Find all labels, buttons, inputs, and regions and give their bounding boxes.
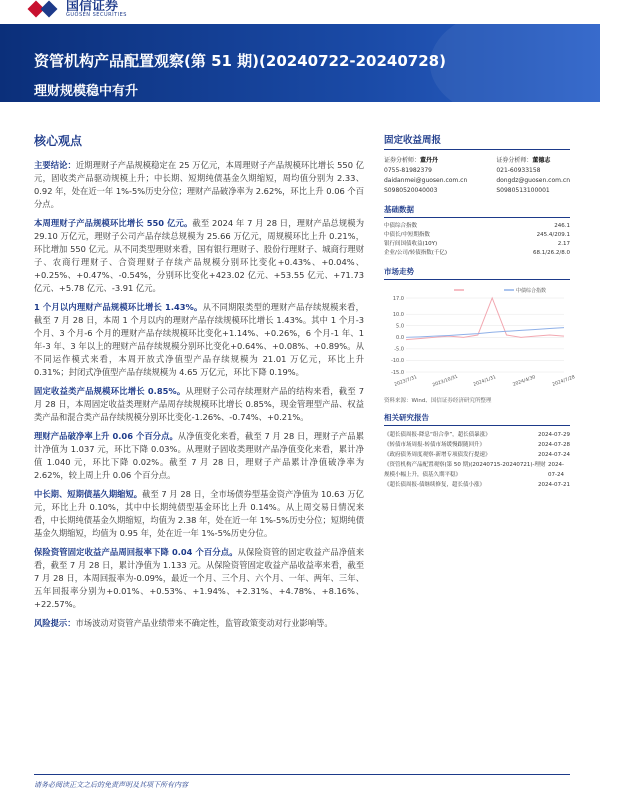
- report-date: 2024-07-28: [538, 442, 570, 448]
- paragraph-text: 近期理财子产品规模稳定在 25 万亿元，本周理财子产品规模环比增长 550 亿元，固收类产品驱动规模上升；中长期、短期纯债基金久期缩短，周均值分别为 2.33、0.92 年，处在近一年 1%-5%历史分位；理财产品破净率为 2.62%，环比上升 0.06 个百分点。: [34, 160, 364, 209]
- core-paragraph: [34, 217, 364, 295]
- paragraph-lead: 理财产品破净率上升 0.06 个百分点。: [34, 431, 178, 441]
- basic-data-row: [384, 240, 570, 249]
- related-reports-title: 相关研究报告: [384, 412, 570, 426]
- core-views-title: 核心观点: [34, 134, 83, 148]
- basic-data-value: 2.17: [557, 241, 570, 247]
- paragraph-lead: 保险资管固定收益产品周回报率下降 0.04 个百分点。: [34, 547, 238, 557]
- related-report-item[interactable]: [384, 430, 570, 440]
- paragraph-lead: 固定收益类产品规模环比增长 0.85%。: [34, 386, 186, 396]
- y-tick-label: 10.0: [392, 311, 404, 318]
- report-title-text: 《资管机构产品配置观察(第 50 期)(20240715-20240721)-理财规模小幅上升，债基久期平稳》: [384, 462, 546, 478]
- core-paragraph: [34, 488, 364, 540]
- basic-data-value: 68.1/26.2/8.0: [533, 250, 570, 256]
- y-tick-label: -5.0: [394, 346, 404, 353]
- report-type: 固定收益周报: [384, 132, 570, 150]
- paragraph-text: 从保险资管的固定收益产品净值来看，截至 7 月 28 日，累计净值为 1.133 元。从保险资管固定收益产品收益率来看，截至 7 月 28 日，本周回报率为-0.09%，最近一个月、三个月、六个月、一年、两年、三年、五年回报率分别为+0.01%、+0.53%、+1.94%、+2.31%、+4.78%、+8.16%、+22.57%。: [34, 547, 364, 609]
- y-tick-label: 17.0: [392, 295, 404, 302]
- core-paragraph: [34, 301, 364, 379]
- core-paragraph: [34, 617, 364, 630]
- core-paragraph: [34, 159, 364, 211]
- report-title-text: 《政府债务周度观察-新增专项债发行提速》: [384, 452, 491, 458]
- report-date: 2024-07-24: [548, 462, 564, 478]
- chart-source: 资料来源：Wind、国信证券经济研究所整理: [384, 398, 492, 404]
- related-report-item[interactable]: [384, 440, 570, 450]
- paragraph-text: 市场波动对资管产品业绩带来不确定性，监管政策变动对行业影响等。: [75, 618, 333, 628]
- related-report-item[interactable]: [384, 460, 570, 480]
- related-report-item[interactable]: [384, 480, 570, 490]
- basic-data-table: [384, 222, 570, 258]
- x-tick-label: 2024/1/31: [472, 375, 497, 388]
- y-tick-label: -10.0: [391, 358, 404, 365]
- basic-data-key: 中债长/中短期指数: [384, 232, 430, 238]
- paragraph-lead: 本周理财子产品规模环比增长 550 亿元。: [34, 218, 193, 228]
- report-date: 2024-07-21: [538, 482, 570, 488]
- report-title-text: 《超长债周报-降息“组合拳”，超长债暴涨》: [384, 432, 491, 438]
- analysts: [384, 156, 570, 196]
- sidebar: [384, 132, 576, 490]
- core-paragraph: [34, 546, 364, 611]
- logo-cn: 国信证券: [66, 0, 119, 14]
- basic-data-key: 中债综合指数: [384, 223, 418, 229]
- basic-data-key: 银行间国债收益(10Y): [384, 241, 438, 247]
- market-trend-svg: [384, 284, 576, 394]
- report-title-text: 《转债市场周报-转债市场缓慢跟随回升》: [384, 442, 485, 448]
- paragraph-lead: 主要结论：: [34, 160, 76, 170]
- x-tick-label: 2023/7/31: [393, 375, 418, 388]
- title-banner: [0, 24, 600, 102]
- y-tick-label: -15.0: [391, 369, 404, 376]
- y-tick-label: 5.0: [396, 323, 404, 330]
- paragraph-text: 截至 7 月 28 日，全市场债券型基金资产净值为 10.63 万亿元，环比上升 0.10%，其中中长期纯债型基金环比上升 0.14%。从上周交易日情况来看，中长期纯债基金久期缩短，均值为 2.38 年，处在近一年 1%-5%历史分位；短期纯债基金久期缩短，均值为 0.95 年，处在近一年 1%-5%历史分位。: [34, 489, 364, 538]
- basic-data-title: 基础数据: [384, 204, 570, 218]
- paragraph-text: 截至 2024 年 7 月 28 日，理财产品总规模为 29.10 万亿元，理财子公司产品存续总规模为 25.66 万亿元，周规模环比上升 0.21%，环比增加 550 亿元。从不同类型理财来看，国有银行理财子、股份行理财子、城商行理财子、农商行理财子、合资理财子存续产品规模分别环比变化+0.43%、+0.04%、+0.25%、+0.47%、-0.54%，分别环比变化+423.02 亿元、+53.55 亿元、+71.73 亿元、+5.78 亿元、-3.91 亿元。: [34, 218, 364, 293]
- report-title: 资管机构产品配置观察(第 51 期)(20240722-20240728): [34, 52, 446, 70]
- paragraph-lead: 中长期、短期债基久期缩短。: [34, 489, 143, 499]
- footer: [0, 770, 600, 800]
- report-date: 2024-07-29: [538, 432, 570, 438]
- logo-en: GUOSEN SECURITIES: [66, 12, 127, 18]
- report-subtitle: 理财规模稳中有升: [34, 84, 139, 99]
- paragraph-text: 从不同期限类型的理财产品存续规模来看，截至 7 月 28 日，本周 1 个月以内的理财产品存续规模环比增长 1.43%。其中 1 个月-3 个月、3 个月-6 个月的理财产品存续规模环比变化+1.14%、+0.26%，6 个月-1 年、1 年-3 年、3 年以上的理财产品存续规模分别环比变化+0.64%、+0.08%、+0.89%。从不同运作模式来看，本周开放式净值型产品存续规模为 21.01 万亿元，环比上升 0.31%；封闭式净值型产品存续规模为 4.65 万亿元，环比下降 0.19%。: [34, 302, 364, 377]
- analyst-2: 证券分析师：董德志 021-60933158 dongdz@guosen.com.cn S0980513100001: [496, 157, 570, 194]
- banner-decoration: [430, 4, 630, 124]
- related-report-item[interactable]: [384, 450, 570, 460]
- core-paragraph: [34, 430, 364, 482]
- basic-data-value: 246.1: [554, 223, 570, 229]
- report-date: 2024-07-24: [538, 452, 570, 458]
- basic-data-value: 245.4/209.1: [536, 232, 570, 238]
- logo-mark-icon: [30, 1, 60, 17]
- paragraph-lead: 1 个月以内理财产品规模环比增长 1.43%。: [34, 302, 203, 312]
- market-trend-chart: [384, 284, 576, 394]
- analyst-1: 证券分析师：董丹丹 0755-81982379 daidanmei@guosen.com.cn S0980520040003: [384, 157, 468, 194]
- basic-data-row: [384, 249, 570, 258]
- basic-data-row: [384, 222, 570, 231]
- x-tick-label: 2023/10/31: [432, 374, 459, 389]
- footer-divider: [34, 774, 570, 775]
- report-title-text: 《超长债周报-债继续修复，超长债小涨》: [384, 482, 485, 488]
- x-tick-label: 2024/4/30: [512, 375, 537, 388]
- core-paragraphs: [34, 159, 364, 630]
- market-trend-title: 市场走势: [384, 266, 570, 280]
- related-reports-list: [384, 430, 570, 490]
- core-views: [34, 132, 364, 636]
- y-tick-label: 0.0: [396, 335, 404, 342]
- basic-data-row: [384, 231, 570, 240]
- paragraph-text: 从理财子公司存续理财产品的结构来看，截至 7 月 28 日，本周固定收益类理财产品周存续规模环比增长 0.85%，现金管理型产品、权益类产品和混合类产品存续规模分别环比变化-1.26%、-0.74%、+0.21%。: [34, 386, 364, 422]
- basic-data-key: 企业/公司/转债指数(千亿): [384, 250, 447, 256]
- paragraph-text: 从净值变化来看，截至 7 月 28 日，理财子产品累计净值为 1.037 元，环比下降 0.03%。从理财子固收类理财产品净值变化来看，累计净值 1.040 元，环比下降 0.02%。截至 7 月 28 日，理财子产品累计净值破净率为 2.62%，较上周上升 0.06 个百分点。: [34, 431, 364, 480]
- company-logo: [30, 0, 127, 18]
- core-paragraph: [34, 385, 364, 424]
- paragraph-lead: 风险提示：: [34, 618, 76, 628]
- x-tick-label: 2024/7/28: [551, 375, 576, 388]
- footer-disclaimer: 请务必阅读正文之后的免责声明及其项下所有内容: [34, 781, 188, 789]
- legend-label: 中债综合指数: [516, 288, 547, 294]
